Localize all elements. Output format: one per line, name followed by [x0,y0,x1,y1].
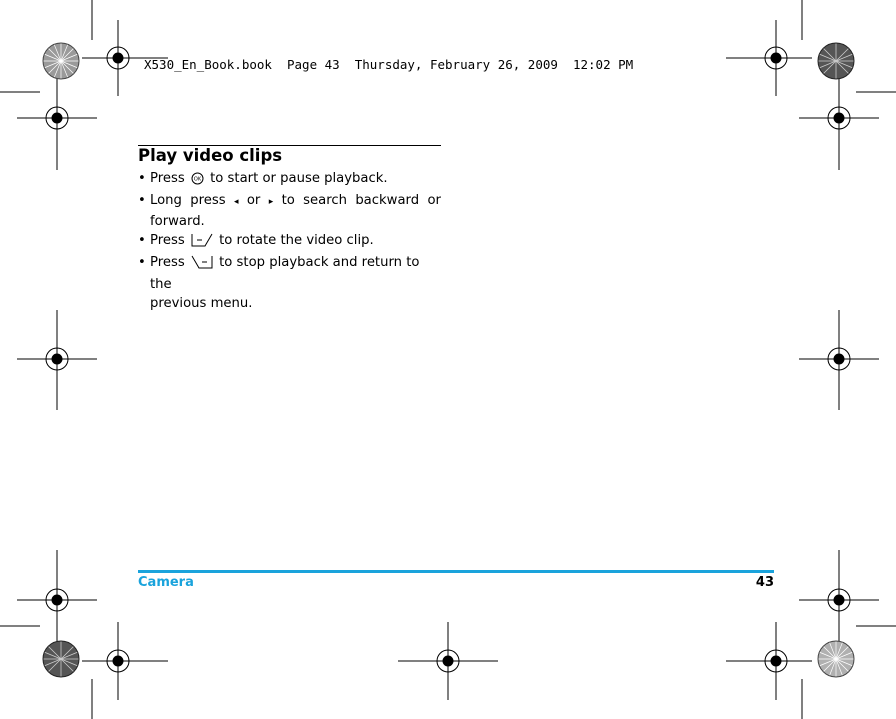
footer-rule [138,570,774,573]
list-item: • Long press ◂ or ▸ to search backward or forward. [138,193,441,229]
svg-text:OK: OK [193,176,202,183]
left-key-icon: ◂ [233,197,239,207]
list-item: • Press OK to start or pause playback. [138,169,441,191]
bullet: • [138,233,146,248]
section-title: Play video clips [138,146,283,165]
print-header-slug: X530_En_Book.book Page 43 Thursday, February 26, 2009 12:02 PM [144,57,634,72]
instruction-list [138,169,441,313]
chapter-name: Camera [138,575,194,590]
bullet: • [138,171,146,186]
left-softkey-icon [191,255,213,275]
right-softkey-icon [191,233,213,253]
list-item: • Press to stop playback and return to the previous menu. [138,255,420,311]
bullet: • [138,193,146,208]
ok-key-icon [191,172,204,191]
right-key-icon: ▸ [268,197,274,207]
list-item: • Press to rotate the video clip. [138,231,441,253]
bullet: • [138,255,146,270]
page-number: 43 [755,575,774,590]
